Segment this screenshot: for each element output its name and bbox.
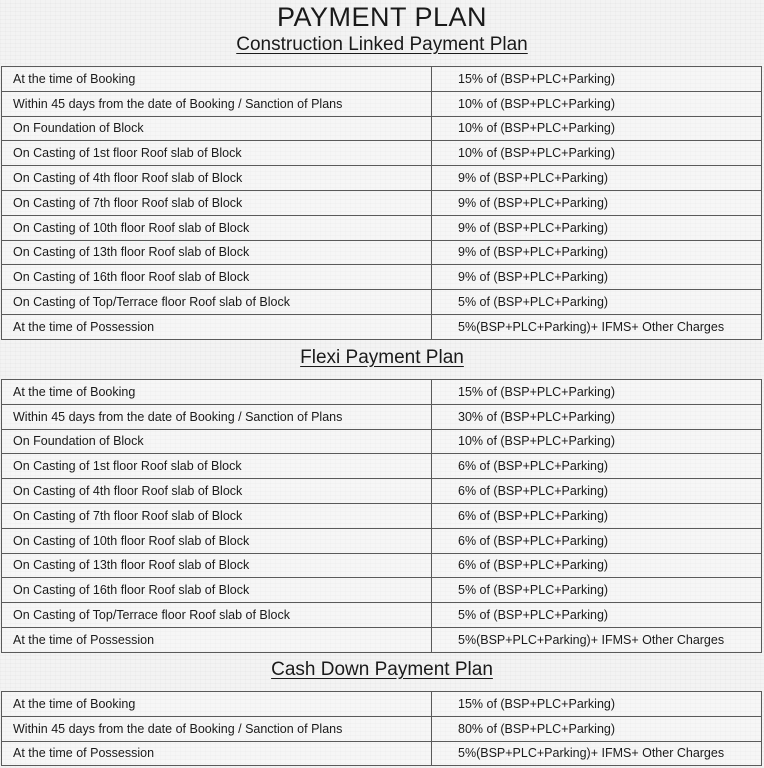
- stage-cell: On Casting of 13th floor Roof slab of Block: [2, 553, 432, 578]
- amount-cell: 9% of (BSP+PLC+Parking): [432, 166, 762, 191]
- stage-cell: On Casting of 16th floor Roof slab of Block: [2, 578, 432, 603]
- amount-cell: 6% of (BSP+PLC+Parking): [432, 454, 762, 479]
- table-row: [2, 528, 762, 553]
- stage-cell: On Casting of 13th floor Roof slab of Block: [2, 240, 432, 265]
- stage-cell: Within 45 days from the date of Booking / Sanction of Plans: [2, 91, 432, 116]
- stage-cell: On Casting of 7th floor Roof slab of Block: [2, 190, 432, 215]
- stage-cell: On Casting of 4th floor Roof slab of Block: [2, 166, 432, 191]
- table-row: [2, 67, 762, 92]
- table-row: [2, 290, 762, 315]
- table-row: [2, 91, 762, 116]
- stage-cell: On Casting of 1st floor Roof slab of Block: [2, 454, 432, 479]
- stage-cell: On Casting of 4th floor Roof slab of Block: [2, 479, 432, 504]
- stage-cell: On Casting of 10th floor Roof slab of Block: [2, 528, 432, 553]
- stage-cell: On Foundation of Block: [2, 429, 432, 454]
- construction-linked-plan-title-text: Construction Linked Payment Plan: [236, 34, 528, 55]
- table-row: [2, 380, 762, 405]
- amount-cell: 5% of (BSP+PLC+Parking): [432, 603, 762, 628]
- stage-cell: At the time of Possession: [2, 314, 432, 339]
- amount-cell: 10% of (BSP+PLC+Parking): [432, 141, 762, 166]
- table-row: [2, 190, 762, 215]
- amount-cell: 6% of (BSP+PLC+Parking): [432, 553, 762, 578]
- table-row: [2, 240, 762, 265]
- table-row: [2, 141, 762, 166]
- amount-cell: 5%(BSP+PLC+Parking)+ IFMS+ Other Charges: [432, 741, 762, 766]
- cash-down-plan-table: [1, 691, 762, 766]
- table-row: [2, 503, 762, 528]
- amount-cell: 6% of (BSP+PLC+Parking): [432, 479, 762, 504]
- amount-cell: 9% of (BSP+PLC+Parking): [432, 265, 762, 290]
- table-row: [2, 627, 762, 652]
- construction-linked-plan-table: [1, 66, 762, 340]
- table-row: [2, 578, 762, 603]
- stage-cell: On Casting of 16th floor Roof slab of Block: [2, 265, 432, 290]
- amount-cell: 9% of (BSP+PLC+Parking): [432, 215, 762, 240]
- amount-cell: 6% of (BSP+PLC+Parking): [432, 528, 762, 553]
- table-row: [2, 454, 762, 479]
- cash-down-plan-title: [0, 657, 764, 683]
- table-row: [2, 692, 762, 717]
- stage-cell: At the time of Booking: [2, 692, 432, 717]
- amount-cell: 15% of (BSP+PLC+Parking): [432, 692, 762, 717]
- amount-cell: 10% of (BSP+PLC+Parking): [432, 91, 762, 116]
- stage-cell: On Casting of Top/Terrace floor Roof slab of Block: [2, 290, 432, 315]
- stage-cell: At the time of Possession: [2, 741, 432, 766]
- table-row: [2, 429, 762, 454]
- amount-cell: 5% of (BSP+PLC+Parking): [432, 290, 762, 315]
- stage-cell: On Casting of Top/Terrace floor Roof slab of Block: [2, 603, 432, 628]
- construction-linked-plan-title: [0, 32, 764, 58]
- amount-cell: 30% of (BSP+PLC+Parking): [432, 404, 762, 429]
- flexi-plan-title-text: Flexi Payment Plan: [300, 347, 464, 368]
- amount-cell: 5% of (BSP+PLC+Parking): [432, 578, 762, 603]
- amount-cell: 10% of (BSP+PLC+Parking): [432, 116, 762, 141]
- table-row: [2, 265, 762, 290]
- amount-cell: 6% of (BSP+PLC+Parking): [432, 503, 762, 528]
- amount-cell: 15% of (BSP+PLC+Parking): [432, 380, 762, 405]
- stage-cell: At the time of Booking: [2, 380, 432, 405]
- stage-cell: On Casting of 10th floor Roof slab of Block: [2, 215, 432, 240]
- table-row: [2, 716, 762, 741]
- stage-cell: At the time of Booking: [2, 67, 432, 92]
- amount-cell: 10% of (BSP+PLC+Parking): [432, 429, 762, 454]
- amount-cell: 5%(BSP+PLC+Parking)+ IFMS+ Other Charges: [432, 627, 762, 652]
- table-row: [2, 603, 762, 628]
- table-row: [2, 116, 762, 141]
- table-row: [2, 314, 762, 339]
- stage-cell: Within 45 days from the date of Booking / Sanction of Plans: [2, 716, 432, 741]
- amount-cell: 5%(BSP+PLC+Parking)+ IFMS+ Other Charges: [432, 314, 762, 339]
- amount-cell: 80% of (BSP+PLC+Parking): [432, 716, 762, 741]
- table-row: [2, 741, 762, 766]
- page-title: PAYMENT PLAN: [276, 2, 488, 32]
- amount-cell: 9% of (BSP+PLC+Parking): [432, 190, 762, 215]
- flexi-plan-table: [1, 379, 762, 653]
- table-row: [2, 553, 762, 578]
- stage-cell: On Casting of 7th floor Roof slab of Block: [2, 503, 432, 528]
- stage-cell: On Foundation of Block: [2, 116, 432, 141]
- table-row: [2, 479, 762, 504]
- amount-cell: 9% of (BSP+PLC+Parking): [432, 240, 762, 265]
- table-row: [2, 404, 762, 429]
- stage-cell: Within 45 days from the date of Booking / Sanction of Plans: [2, 404, 432, 429]
- table-row: [2, 215, 762, 240]
- cash-down-plan-title-text: Cash Down Payment Plan: [271, 659, 493, 680]
- table-row: [2, 166, 762, 191]
- stage-cell: On Casting of 1st floor Roof slab of Block: [2, 141, 432, 166]
- amount-cell: 15% of (BSP+PLC+Parking): [432, 67, 762, 92]
- flexi-plan-title: [0, 345, 764, 371]
- stage-cell: At the time of Possession: [2, 627, 432, 652]
